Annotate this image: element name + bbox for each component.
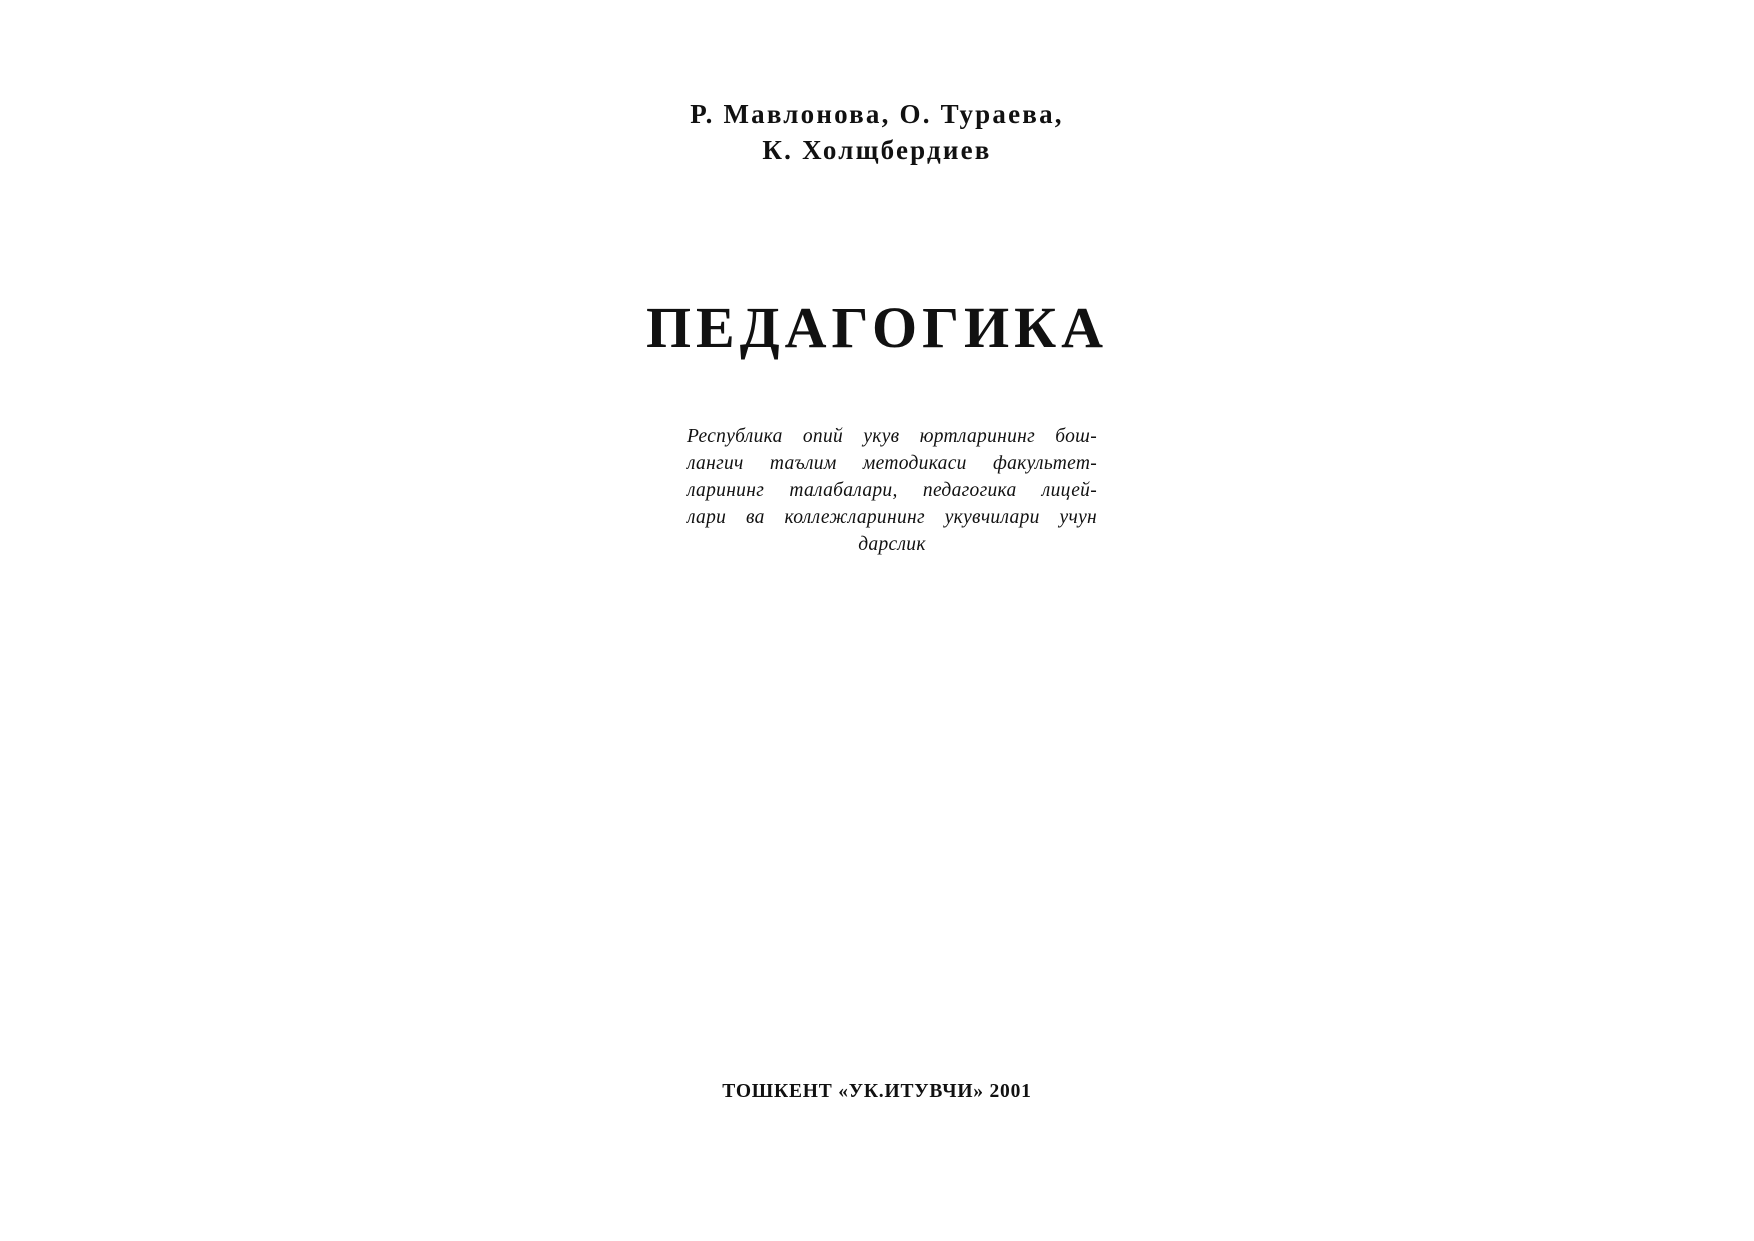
book-subtitle: [687, 423, 1097, 558]
subtitle-line-4: лари ва коллежларининг укувчилари учун: [687, 507, 1097, 528]
authors-block: [0, 96, 1754, 168]
subtitle-line-2: лангич таълим методикаси факультет-: [687, 453, 1097, 474]
subtitle-line-3: ларининг талабалари, педагогика лицей-: [687, 480, 1097, 501]
publisher-imprint: ТОШКЕНТ «УК.ИТУВЧИ» 2001: [722, 1081, 1032, 1102]
subtitle-line-1: Республика опий укув юртларининг бош-: [687, 426, 1097, 447]
authors-line-1: Р. Мавлонова, О. Тураева,: [690, 99, 1064, 129]
subtitle-line-5: дарслик: [858, 534, 926, 555]
authors-line-2: К. Холщбердиев: [762, 135, 992, 165]
book-title: ПЕДАГОГИКА: [645, 295, 1109, 360]
